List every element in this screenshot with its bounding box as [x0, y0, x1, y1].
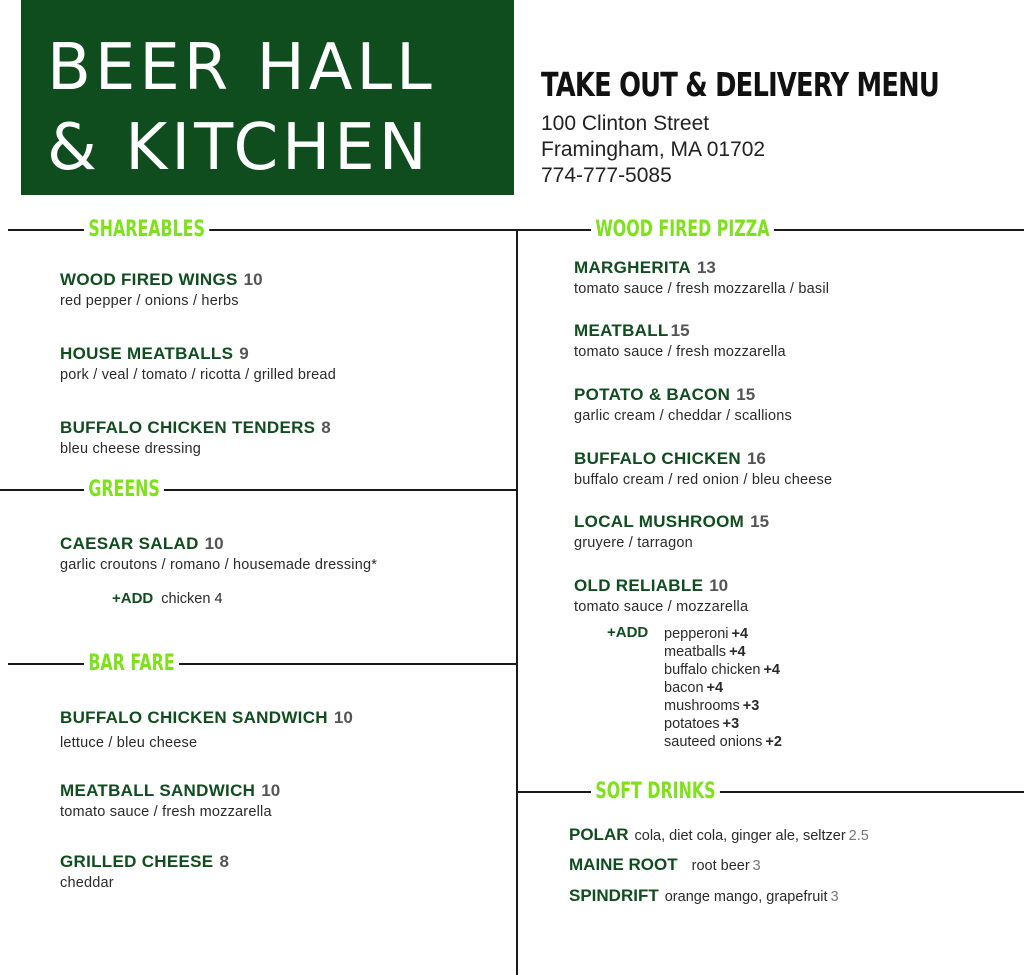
add-on-price: +4 [706, 680, 724, 696]
menu-item [574, 576, 748, 615]
item-name: MARGHERITA [574, 258, 691, 277]
item-name: OLD RELIABLE [574, 576, 704, 595]
drink-price: 3 [752, 858, 761, 874]
item-description: buffalo cream / red onion / bleu cheese [574, 472, 833, 488]
add-on-option [664, 661, 782, 679]
phone-number: 774-777-5085 [541, 164, 672, 187]
item-description: garlic croutons / romano / housemade dressing* [60, 557, 378, 573]
add-on-option [664, 679, 782, 697]
drink-name: SPINDRIFT [569, 886, 659, 905]
brand-logo [21, 0, 514, 195]
divider-greens [0, 489, 516, 491]
drink-price: 3 [830, 889, 839, 905]
drink-description: orange mango, grapefruit [664, 889, 828, 905]
menu-item [60, 852, 229, 891]
item-price: 15 [750, 512, 770, 531]
item-description: pork / veal / tomato / ricotta / grilled bread [60, 367, 336, 383]
item-name: CAESAR SALAD [60, 534, 199, 553]
add-on-price: +3 [742, 698, 760, 714]
add-on-name: mushrooms [664, 698, 740, 714]
add-on-option [664, 715, 782, 733]
menu-item [574, 449, 832, 488]
drink-item [569, 825, 869, 845]
address-city: Framingham, MA 01702 [541, 138, 766, 161]
section-title-greens: GREENS [84, 478, 164, 502]
item-description: tomato sauce / fresh mozzarella / basil [574, 281, 830, 297]
item-name: POTATO & BACON [574, 385, 731, 404]
add-on-price: +4 [729, 644, 746, 660]
menu-item [60, 270, 263, 309]
item-name: WOOD FIRED WINGS [60, 270, 238, 289]
item-price: 10 [243, 270, 263, 289]
menu-item [574, 512, 769, 551]
drink-name: POLAR [569, 825, 629, 844]
add-on-price: +2 [765, 734, 782, 750]
drink-description: cola, diet cola, ginger ale, seltzer [634, 828, 846, 844]
item-description: cheddar [60, 875, 114, 891]
add-on-text: chicken 4 [161, 591, 223, 607]
column-divider [516, 230, 518, 975]
add-label: +ADD [112, 590, 154, 607]
item-price: 10 [333, 708, 353, 727]
item-name: LOCAL MUSHROOM [574, 512, 745, 531]
add-on-row [112, 590, 223, 608]
menu-item [574, 258, 829, 297]
menu-item [574, 385, 792, 424]
item-description: red pepper / onions / herbs [60, 293, 239, 309]
add-on-price: +4 [731, 626, 749, 642]
item-name: GRILLED CHEESE [60, 852, 214, 871]
add-on-price: +4 [763, 662, 781, 678]
item-price: 10 [204, 534, 224, 553]
item-name: MEATBALL SANDWICH [60, 781, 256, 800]
item-name: BUFFALO CHICKEN TENDERS [60, 418, 316, 437]
section-title-shareables: SHAREABLES [84, 218, 209, 242]
item-name: MEATBALL [574, 321, 669, 340]
drink-item [569, 855, 761, 875]
drink-item [569, 886, 839, 906]
item-price: 8 [321, 418, 331, 437]
add-on-option [664, 643, 782, 661]
section-title-bar-fare: BAR FARE [84, 652, 179, 676]
drink-description: root beer [691, 858, 750, 874]
menu-item [574, 321, 786, 360]
menu-item [60, 344, 336, 383]
brand-line-2: & KITCHEN [47, 111, 431, 185]
item-name: BUFFALO CHICKEN [574, 449, 741, 468]
item-price: 10 [709, 576, 729, 595]
item-description: tomato sauce / fresh mozzarella [60, 804, 272, 820]
add-on-price: +3 [722, 716, 740, 732]
menu-title: TAKE OUT & DELIVERY MENU [541, 65, 940, 104]
brand-line-1: BEER HALL [47, 31, 436, 105]
item-description: gruyere / tarragon [574, 535, 693, 551]
item-name: HOUSE MEATBALLS [60, 344, 234, 363]
section-title-soft-drinks: SOFT DRINKS [591, 780, 720, 804]
section-title-pizza: WOOD FIRED PIZZA [591, 218, 774, 242]
add-label-pizza [607, 624, 648, 642]
header-info [541, 65, 1024, 189]
item-price: 13 [696, 258, 716, 277]
add-on-option [664, 733, 782, 751]
add-on-name: pepperoni [664, 626, 729, 642]
add-on-option [664, 625, 782, 643]
address-street: 100 Clinton Street [541, 112, 710, 135]
menu-item [60, 781, 280, 820]
add-on-option [664, 697, 782, 715]
item-price: 8 [219, 852, 229, 871]
item-price: 10 [261, 781, 281, 800]
item-description: tomato sauce / fresh mozzarella [574, 344, 786, 360]
item-description: lettuce / bleu cheese [60, 735, 198, 751]
item-description: garlic cream / cheddar / scallions [574, 408, 792, 424]
drink-price: 2.5 [848, 828, 869, 844]
item-price: 9 [239, 344, 249, 363]
add-on-name: meatballs [664, 644, 727, 660]
add-label: +ADD [607, 624, 649, 641]
add-on-list [664, 625, 782, 751]
item-price: 15 [736, 385, 756, 404]
menu-item [60, 418, 331, 457]
drink-name: MAINE ROOT [569, 855, 678, 874]
add-on-name: sauteed onions [664, 734, 763, 750]
menu-item [60, 534, 377, 573]
item-price: 15 [670, 321, 690, 340]
item-price: 16 [746, 449, 766, 468]
menu-item [60, 708, 353, 751]
item-description: tomato sauce / mozzarella [574, 599, 749, 615]
add-on-name: buffalo chicken [664, 662, 761, 678]
add-on-name: bacon [664, 680, 704, 696]
add-on-name: potatoes [664, 716, 720, 732]
item-name: BUFFALO CHICKEN SANDWICH [60, 708, 328, 727]
item-description: bleu cheese dressing [60, 441, 202, 457]
